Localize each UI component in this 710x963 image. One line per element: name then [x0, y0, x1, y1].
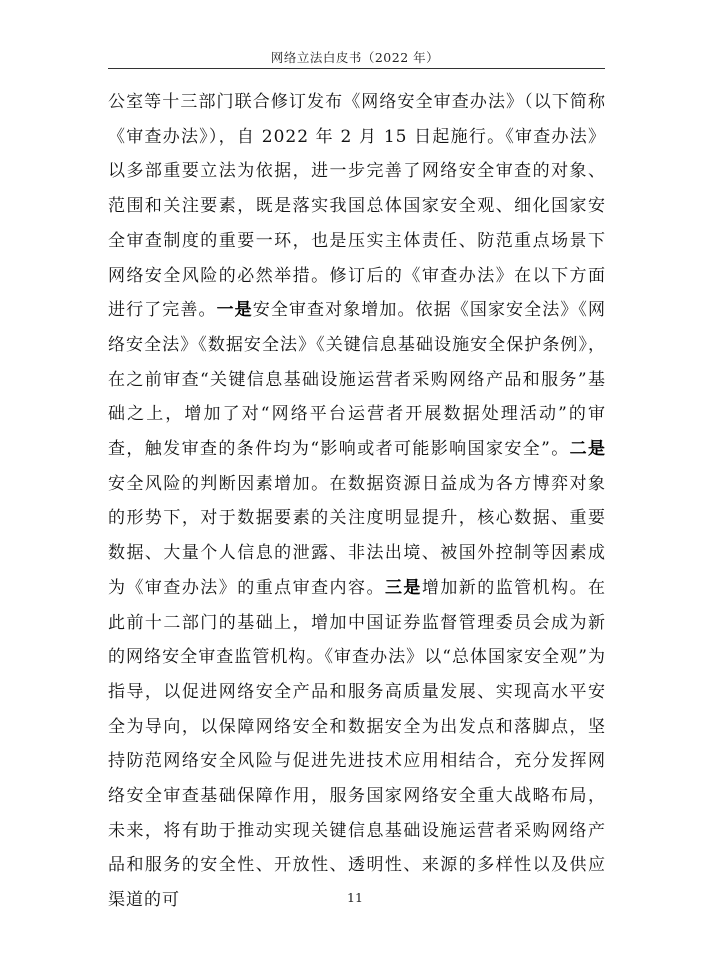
bold-lead-first: 一是 [216, 300, 253, 321]
running-header-title: 网络立法白皮书（2022 年） [270, 50, 440, 65]
header-divider [108, 68, 605, 69]
bold-lead-third: 三是 [384, 577, 422, 598]
body-paragraph [108, 85, 606, 918]
page-number: 11 [347, 890, 363, 905]
body-text-segment-1: 公室等十三部门联合修订发布《网络安全审查办法》（以下简称《审查办法》），自 2022 年 2 月 15 日起施行。《审查办法》以多部重要立法为依据，进一步完善了网络安全审查的对象、范围和关注要素，既是落实我国总体国家安全观、细化国家安全审查制度的重要一环，也是压实主体责任、防范重点场景下网络安全风险的必然举措。修订后的《审查办法》在以下方面进行了完善。 [108, 92, 606, 321]
body-text-segment-3: 安全风险的判断因素增加。在数据资源日益成为各方博弈对象的形势下，对于数据要素的关注度明显提升，核心数据、重要数据、大量个人信息的泄露、非法出境、被国外控制等因素成为《审查办法》的重点审查内容。 [108, 473, 606, 598]
bold-lead-second: 二是 [569, 439, 607, 460]
body-text-segment-4: 增加新的监管机构。在此前十二部门的基础上，增加中国证券监督管理委员会成为新的网络安全审查监管机构。《审查办法》以“总体国家安全观”为指导，以促进网络安全产品和服务高质量发展、实现高水平安全为导向，以保障网络安全和数据安全为出发点和落脚点，坚持防范网络安全风险与促进先进技术应用相结合，充分发挥网络安全审查基础保障作用，服务国家网络安全重大战略布局，未来，将有助于推动实现关键信息基础设施运营者采购网络产品和服务的安全性、开放性、透明性、来源的多样性以及供应渠道的可 [108, 577, 607, 911]
body-text-segment-2: 安全审查对象增加。依据《国家安全法》《网络安全法》《数据安全法》《关键信息基础设施安全保护条例》，在之前审查“关键信息基础设施运营者采购网络产品和服务”基础之上，增加了对“网络平台运营者开展数据处理活动”的审查，触发审查的条件均为“影响或者可能影响国家安全”。 [108, 300, 607, 460]
